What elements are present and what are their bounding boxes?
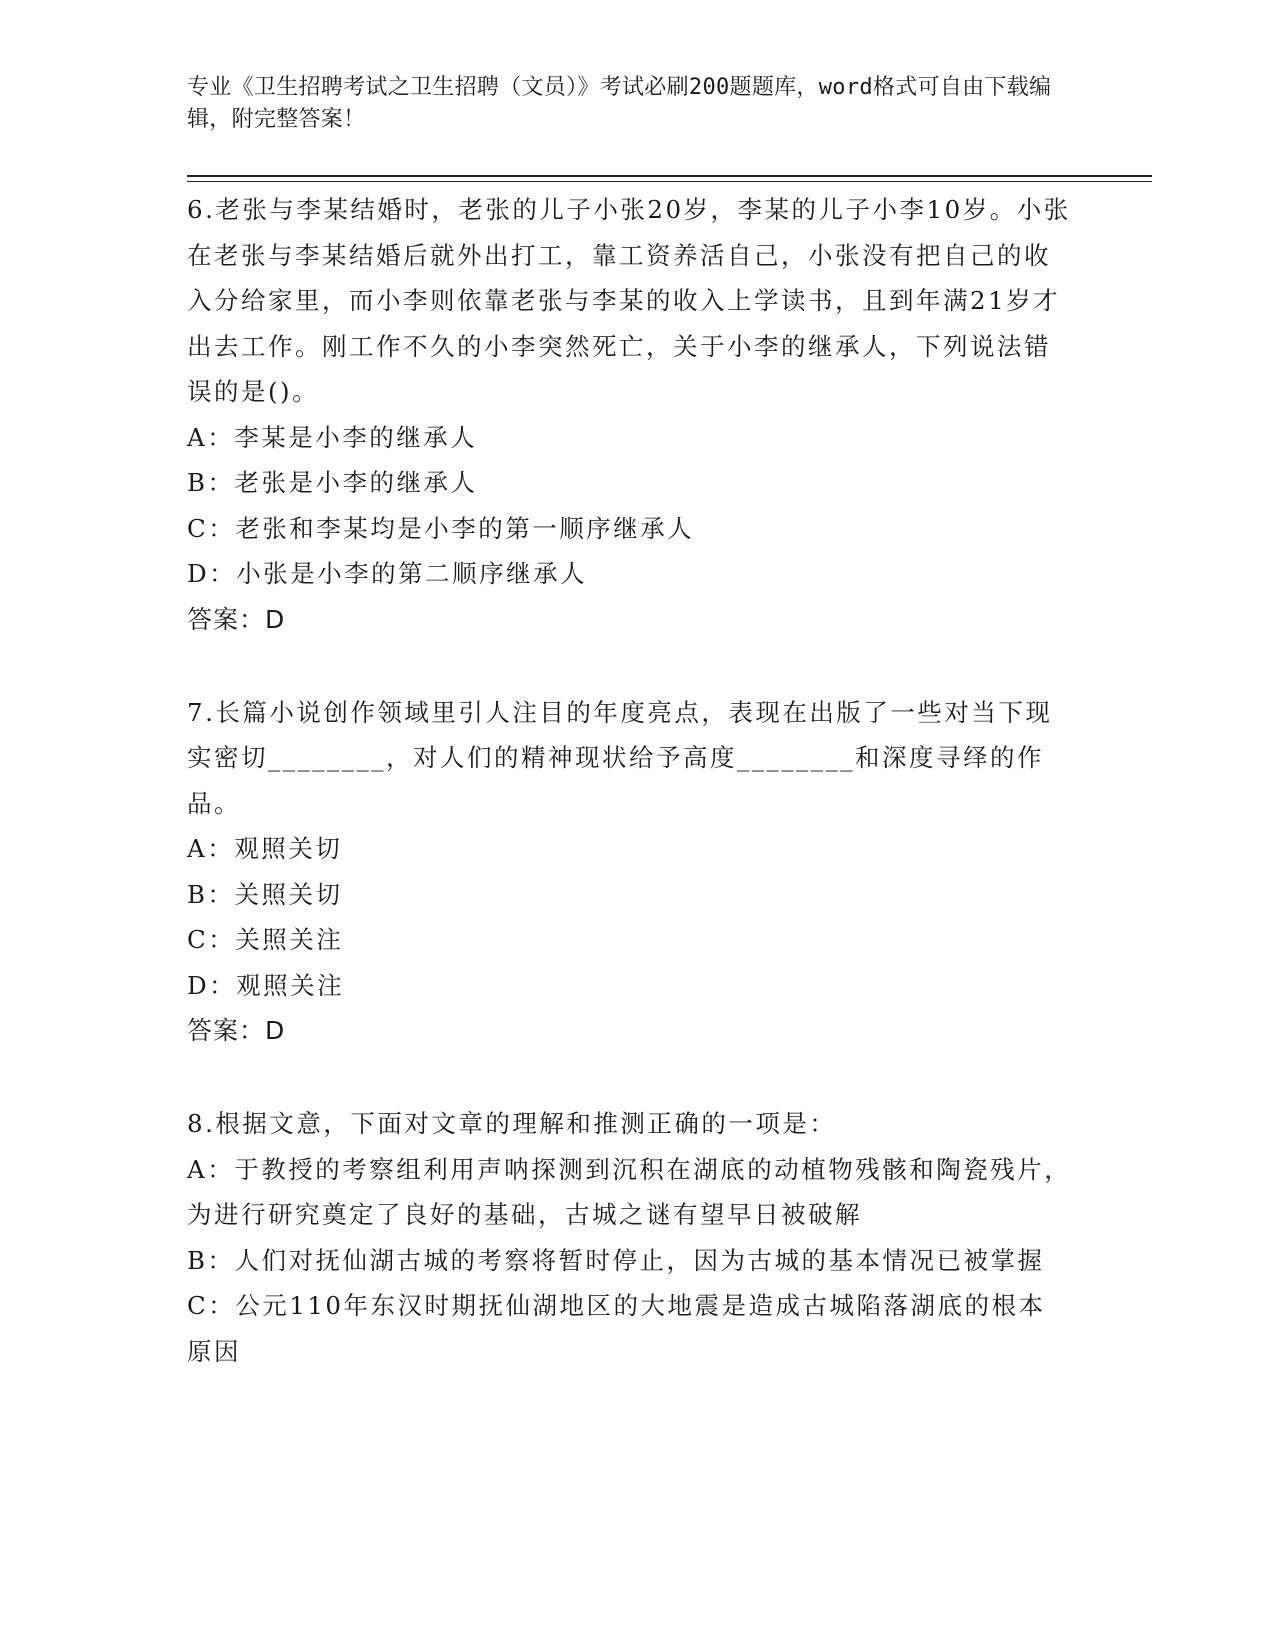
option-c: C：老张和李某均是小李的第一顺序继承人	[187, 513, 695, 543]
question-stem: 8.根据文意，下面对文章的理解和推测正确的一项是：	[187, 1109, 837, 1138]
option-a: A：李某是小李的继承人	[187, 422, 478, 452]
option-b: B：关照关切	[187, 879, 343, 909]
question-6	[187, 187, 1072, 642]
option-a: A：观照关切	[187, 834, 343, 863]
option-d: D：观照关注	[187, 970, 345, 1000]
option-b: B：老张是小李的继承人	[187, 468, 478, 497]
option-c: C：公元110年东汉时期抚仙湖地区的大地震是造成古城陷落湖底的根本原因	[187, 1291, 1046, 1366]
question-stem: 7.长篇小说创作领域里引人注目的年度亮点，表现在出版了一些对当下现实密切________，对人们的精神现状给予高度________和深度寻绎的作品。	[187, 697, 1053, 818]
option-d: D：小张是小李的第二顺序继承人	[187, 559, 588, 588]
option-c: C：关照关注	[187, 925, 344, 954]
question-7	[187, 690, 1072, 1054]
question-8	[187, 1101, 1072, 1374]
document-header: 专业《卫生招聘考试之卫生招聘（文员）》考试必刷200题题库，word格式可自由下载编辑，附完整答案！	[187, 75, 1052, 132]
answer-line: 答案：D	[187, 1016, 286, 1045]
answer-line: 答案：D	[187, 604, 286, 634]
question-stem: 6.老张与李某结婚时，老张的儿子小张20岁，李某的儿子小李10岁。小张在老张与李某结婚后就外出打工，靠工资养活自己，小张没有把自己的收入分给家里，而小李则依靠老张与李某的收入上学读书，且到年满21岁才出去工作。刚工作不久的小李突然死亡，关于小李的继承人，下列说法错误的是()。	[187, 195, 1071, 406]
question-list	[187, 187, 1072, 1422]
header-divider-thick	[187, 175, 1152, 177]
option-a: A：于教授的考察组利用声呐探测到沉积在湖底的动植物残骸和陶瓷残片，为进行研究奠定了良好的基础，古城之谜有望早日被破解	[187, 1154, 1072, 1229]
header-divider-thin	[187, 181, 1152, 182]
option-b: B：人们对抚仙湖古城的考察将暂时停止，因为古城的基本情况已被掌握	[187, 1245, 1045, 1275]
